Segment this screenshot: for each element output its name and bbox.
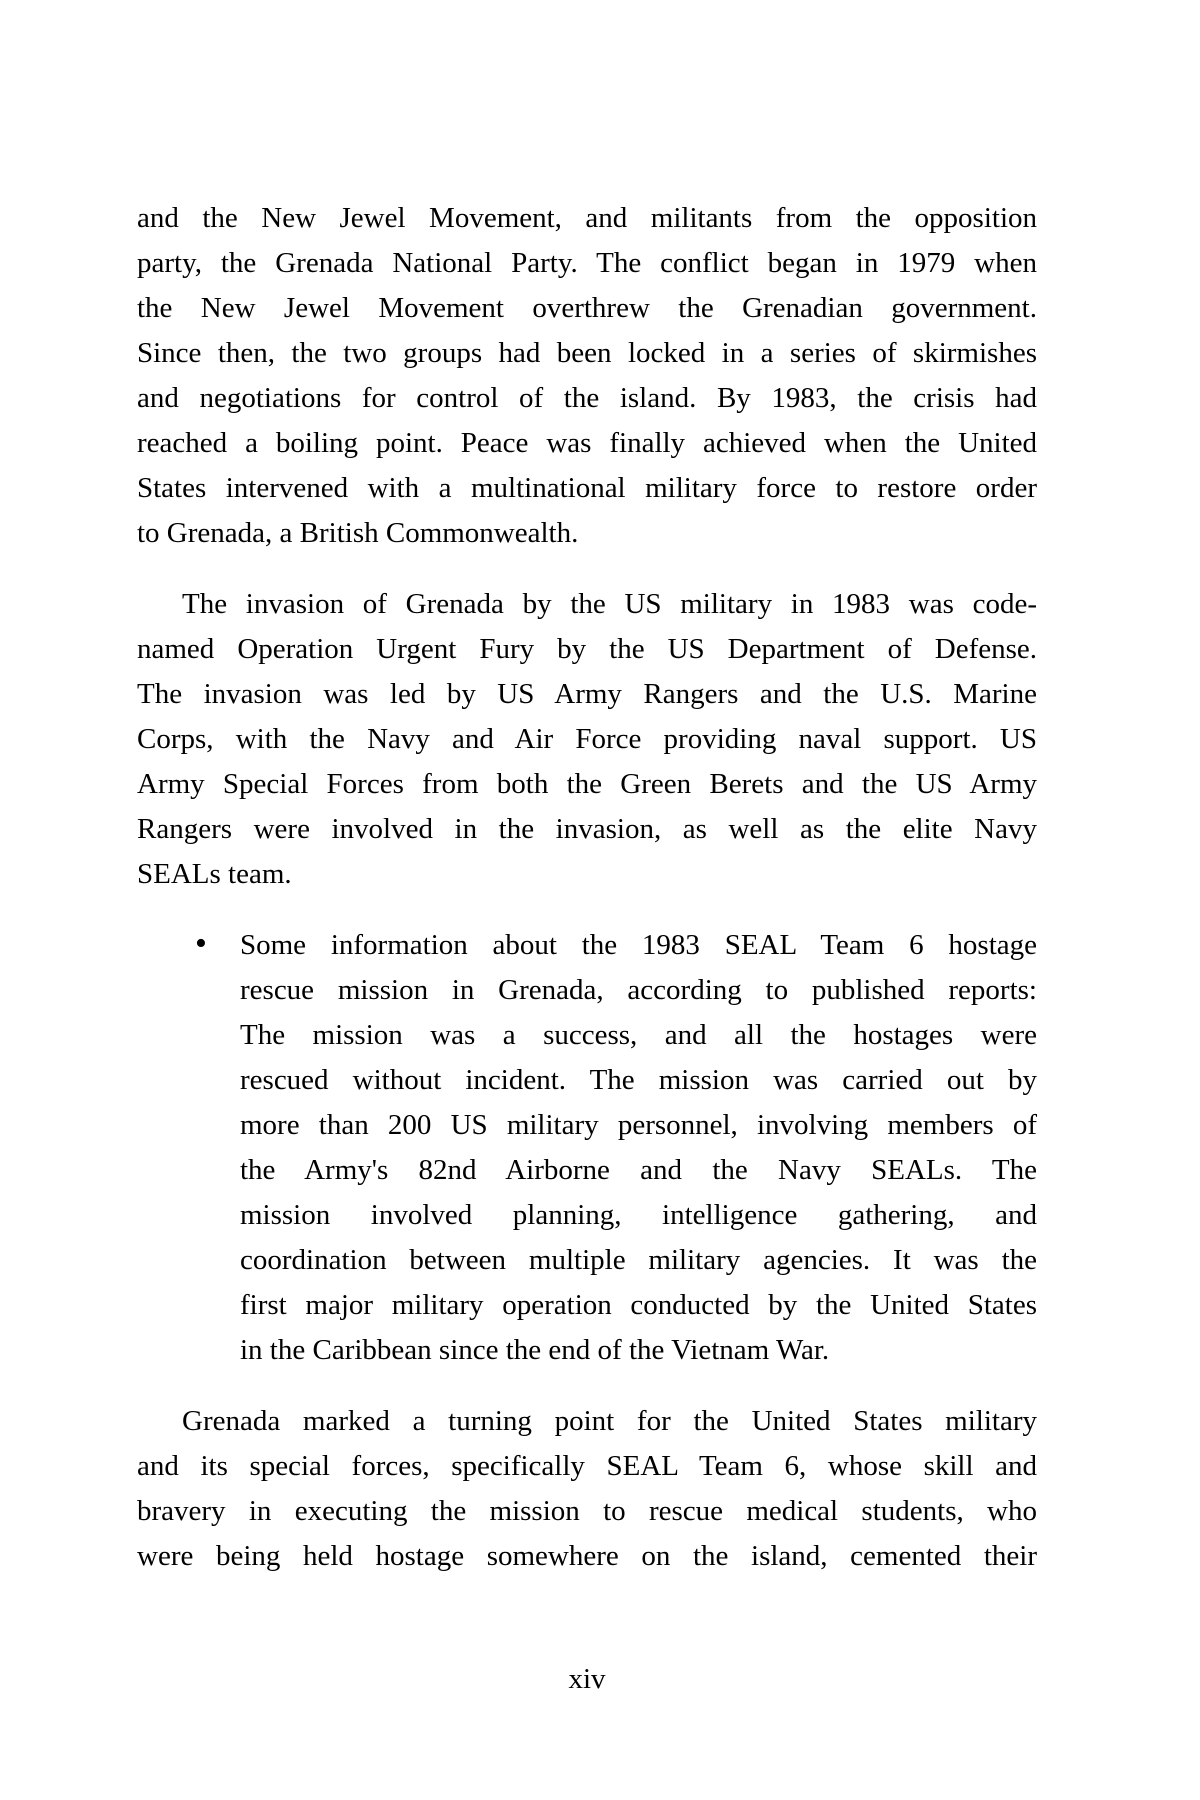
text-line: the New Jewel Movement overthrew the Grenadian government. <box>137 292 1037 324</box>
text-line: more than 200 US military personnel, involving members of <box>240 1109 1037 1141</box>
text-line: in the Caribbean since the end of the Vietnam War. <box>240 1334 830 1366</box>
text-line: reached a boiling point. Peace was finally achieved when the United <box>137 427 1037 459</box>
text-line: were being held hostage somewhere on the island, cemented their <box>137 1540 1037 1572</box>
text-line: coordination between multiple military agencies. It was the <box>240 1244 1037 1276</box>
text-line: States intervened with a multinational military force to restore order <box>137 472 1037 504</box>
text-line: to Grenada, a British Commonwealth. <box>137 517 579 549</box>
text-line: and negotiations for control of the island. By 1983, the crisis had <box>137 382 1037 414</box>
page-number: xiv <box>568 1663 606 1695</box>
text-line: first major military operation conducted by the United States <box>240 1289 1037 1321</box>
text-line: Some information about the 1983 SEAL Team 6 hostage <box>240 929 1037 961</box>
text-block <box>137 196 1037 1579</box>
text-line: party, the Grenada National Party. The conflict began in 1979 when <box>137 247 1037 279</box>
paragraph <box>137 1399 1037 1579</box>
text-line: and its special forces, specifically SEAL Team 6, whose skill and <box>137 1450 1037 1482</box>
paragraph <box>137 582 1037 897</box>
text-line: The invasion of Grenada by the US military in 1983 was code- <box>182 588 1037 620</box>
text-line: The invasion was led by US Army Rangers and the U.S. Marine <box>137 678 1037 710</box>
text-line: Corps, with the Navy and Air Force providing naval support. US <box>137 723 1037 755</box>
text-line: the Army's 82nd Airborne and the Navy SEALs. The <box>240 1154 1037 1186</box>
text-line: and the New Jewel Movement, and militants from the opposition <box>137 202 1037 234</box>
bullet-icon: • <box>195 925 207 962</box>
paragraph <box>137 196 1037 556</box>
text-line: Army Special Forces from both the Green Berets and the US Army <box>137 768 1037 800</box>
text-line: rescued without incident. The mission was carried out by <box>240 1064 1037 1096</box>
text-line: mission involved planning, intelligence gathering, and <box>240 1199 1037 1231</box>
text-line: SEALs team. <box>137 858 292 890</box>
text-line: The mission was a success, and all the hostages were <box>240 1019 1037 1051</box>
bullet-paragraph <box>137 923 1037 1373</box>
text-line: rescue mission in Grenada, according to published reports: <box>240 974 1037 1006</box>
text-line: Grenada marked a turning point for the United States military <box>182 1405 1037 1437</box>
text-line: named Operation Urgent Fury by the US Department of Defense. <box>137 633 1037 665</box>
text-line: Rangers were involved in the invasion, as well as the elite Navy <box>137 813 1037 845</box>
text-line: bravery in executing the mission to rescue medical students, who <box>137 1495 1037 1527</box>
text-line: Since then, the two groups had been locked in a series of skirmishes <box>137 337 1037 369</box>
